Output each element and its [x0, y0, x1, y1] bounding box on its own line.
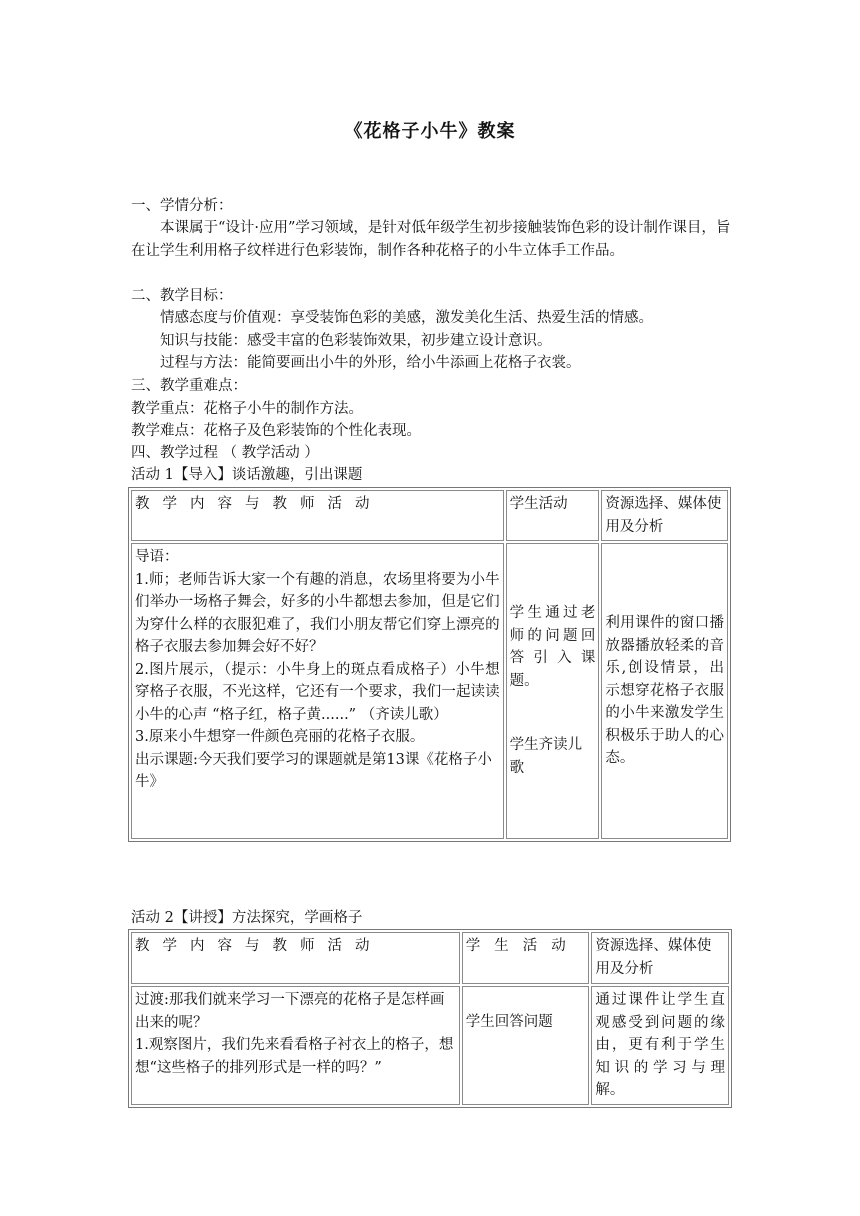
transition-text: 过渡:那我们就来学习一下漂亮的花格子是怎样画出来的呢？: [135, 992, 445, 1031]
resource-analysis: 通过课件让学生直观感受到问题的缘由，更有利于学生知识的学习与理解。: [595, 992, 725, 1098]
student-activity-cell: [506, 543, 600, 839]
section-4-heading: 四、教学过程 （ 教学活动 ）: [131, 445, 319, 461]
section-3-heading: 三、教学重难点：: [131, 378, 247, 394]
teacher-activity-cell: [131, 543, 504, 839]
student-recite: 学生齐读儿歌: [509, 737, 583, 776]
student-answer: 学生通过老师的问题回答引入课题。: [509, 605, 596, 689]
header-resource: 资源选择、媒体使用及分析: [601, 490, 728, 541]
resource-cell: [601, 543, 728, 839]
lesson-topic: 出示课题:今天我们要学习的课题就是第13课《花格子小牛》: [135, 751, 492, 790]
intro-label: 导语：: [135, 549, 179, 565]
teacher-step-1: 1.师；老师告诉大家一个有趣的消息，农场里将要为小牛们举办一场格子舞会，好多的小牛都想去参加，但是它们为穿什么样的衣服犯难了，我们小朋友帮它们穿上漂亮的格子衣服去参加舞会好不好？: [135, 571, 500, 655]
section-1-body: [131, 217, 731, 262]
goal-knowledge: 知识与技能：感受丰富的色彩装饰效果，初步建立设计意识。: [160, 333, 552, 349]
activity-2-table: [128, 929, 732, 1108]
activity-1-title: 活动 1【导入】谈话激趣，引出课题: [131, 467, 363, 483]
document-title: 《花格子小牛》教案: [344, 121, 516, 142]
teacher-step-3: 3.原来小牛想穿一件颜色亮丽的花格子衣服。: [135, 729, 425, 745]
teacher-step-2: 2.图片展示，（提示：小牛身上的斑点看成格子）小牛想穿格子衣服，不光这样，它还有一个要求，我们一起读读小牛的心声 “格子红，格子黄......” （齐读儿歌）: [135, 661, 500, 723]
student-answer: 学生回答问题: [465, 1014, 553, 1030]
section-1-text: 本课属于“设计·应用”学习领域，是针对低年级学生初步接触装饰色彩的设计制作课目，旨在让学生利用格子纹样进行色彩装饰，制作各种花格子的小牛立体手工作品。: [131, 220, 731, 259]
key-point: 教学重点：花格子小牛的制作方法。: [131, 401, 363, 417]
activity-1-table: [128, 487, 731, 842]
header-student-activity: 学生活动: [462, 932, 590, 984]
header-resource: 资源选择、媒体使用及分析: [591, 932, 729, 984]
header-student-activity: 学生活动: [506, 490, 600, 541]
header-teacher-activity: 教学内容与教师活动: [131, 932, 460, 984]
goal-process: 过程与方法：能简要画出小牛的外形，给小牛添画上花格子衣裳。: [160, 355, 581, 371]
difficult-point: 教学难点：花格子及色彩装饰的个性化表现。: [131, 423, 421, 439]
teacher-activity-cell: [131, 986, 460, 1105]
activity-2-title: 活动 2【讲授】方法探究，学画格子: [131, 910, 363, 926]
resource-analysis: 利用课件的窗口播放器播放轻柔的音乐,创设情景，出示想穿花格子衣服的小牛来激发学生积极乐于助人的心态。: [605, 615, 724, 767]
section-2-heading: 二、教学目标：: [131, 288, 233, 304]
resource-cell: [591, 986, 729, 1105]
header-teacher-activity: 教学内容与教师活动: [131, 490, 504, 541]
teacher-step-1: 1.观察图片，我们先来看看格子衬衣上的格子，想想“这些格子的排列形式是一样的吗？”: [135, 1037, 454, 1076]
section-1-heading: 一、学情分析：: [131, 198, 233, 214]
goal-emotion: 情感态度与价值观：享受装饰色彩的美感，激发美化生活、热爱生活的情感。: [160, 310, 653, 326]
student-activity-cell: [462, 986, 590, 1105]
